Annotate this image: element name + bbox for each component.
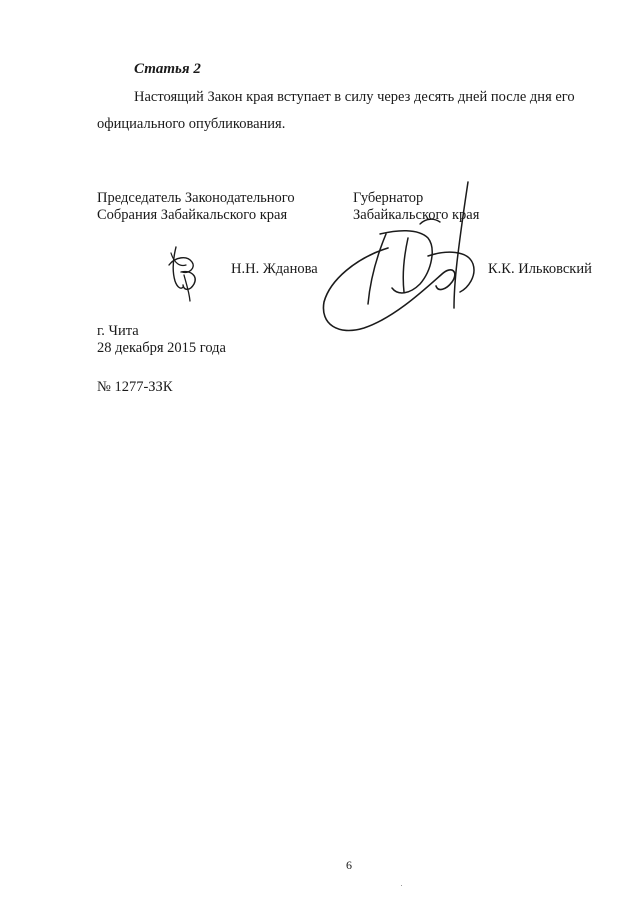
left-signature [162,245,212,303]
right-signatory-title-line-2: Забайкальского края [353,207,480,223]
left-signatory-title-line-2: Собрания Забайкальского края [97,207,288,223]
article-heading: Статья 2 [134,61,201,77]
article-paragraph-line-1: Настоящий Закон края вступает в силу через десять дней после дня его [134,89,575,105]
place: г. Чита [97,323,139,339]
scan-speck [401,885,402,886]
left-signatory-title-line-1: Председатель Законодательного [97,190,295,206]
date: 28 декабря 2015 года [97,340,226,356]
law-number: № 1277-ЗЗК [97,379,173,395]
left-signatory-name: Н.Н. Жданова [231,261,318,277]
right-signatory-title-line-1: Губернатор [353,190,424,206]
right-signature [316,178,496,340]
page-number: 6 [346,858,352,872]
right-signatory-name: К.К. Ильковский [488,261,592,277]
article-paragraph-line-2: официального опубликования. [97,116,286,132]
